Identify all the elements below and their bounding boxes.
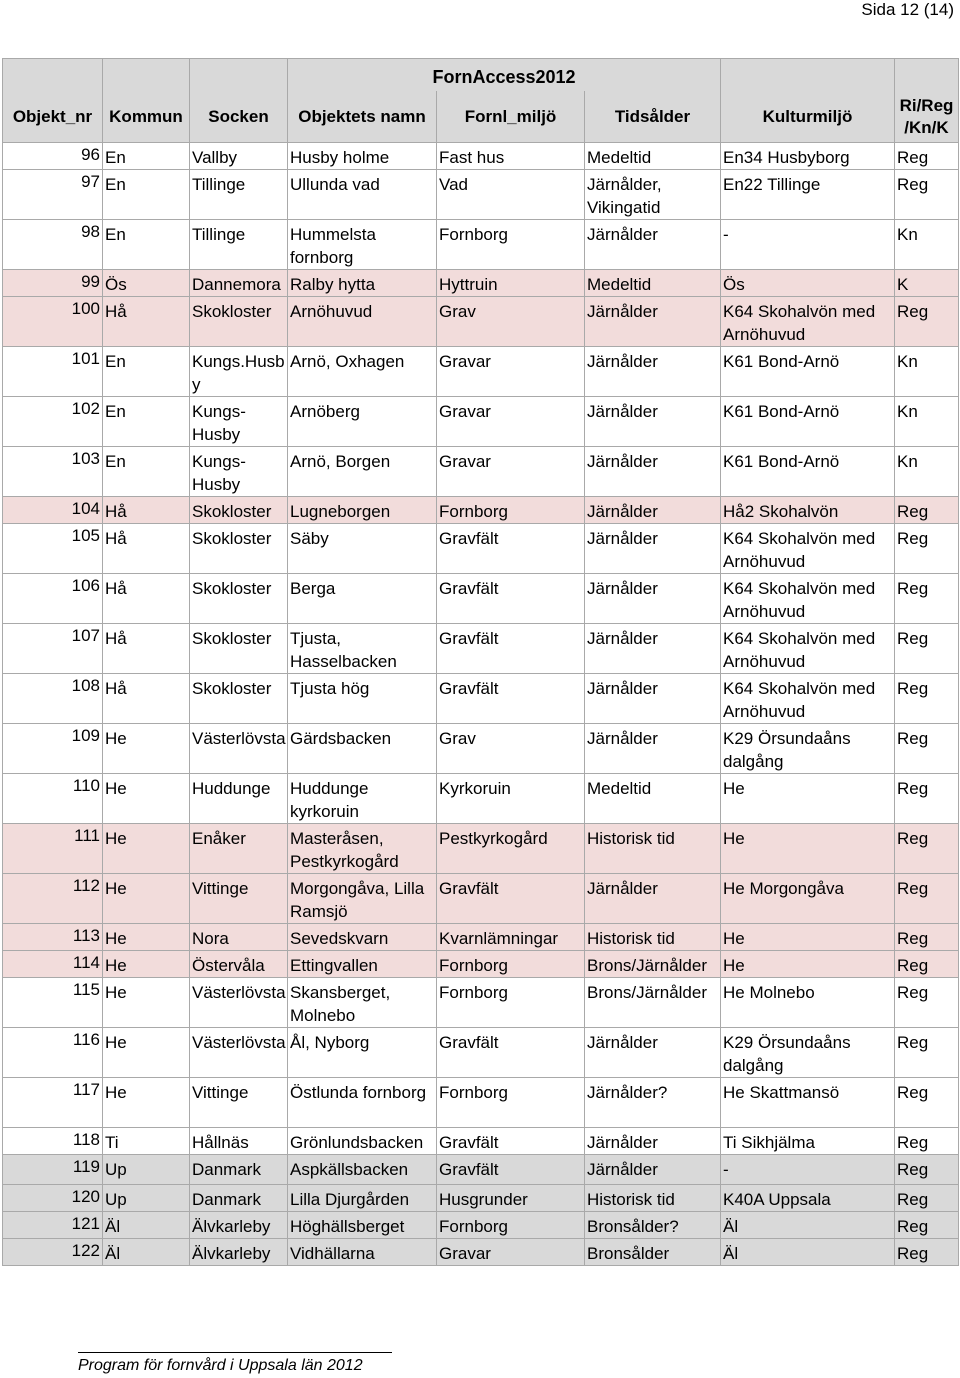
table-row	[3, 1239, 959, 1266]
cell-tid: Järnålder	[585, 1028, 721, 1078]
cell-socken: Vallby	[190, 143, 288, 170]
cell-namn: Vidhällarna	[288, 1239, 437, 1266]
cell-kommun: Hå	[103, 497, 190, 524]
cell-namn: Sevedskvarn	[288, 924, 437, 951]
table-row	[3, 1128, 959, 1155]
cell-socken: Vittinge	[190, 1078, 288, 1128]
cell-miljo: Fornborg	[437, 1212, 585, 1239]
cell-socken: Skokloster	[190, 497, 288, 524]
cell-objekt-nr: 116	[3, 1028, 103, 1078]
cell-kommun: He	[103, 1078, 190, 1128]
cell-tid: Järnålder	[585, 1128, 721, 1155]
cell-tid: Brons/Järnålder	[585, 978, 721, 1028]
cell-tid: Järnålder	[585, 497, 721, 524]
cell-socken: Vittinge	[190, 874, 288, 924]
cell-namn: Morgongåva, Lilla Ramsjö	[288, 874, 437, 924]
table-title: FornAccess2012	[288, 59, 721, 92]
cell-namn: Östlunda fornborg	[288, 1078, 437, 1128]
cell-status: Kn	[895, 397, 959, 447]
cell-kultur: He	[721, 774, 895, 824]
cell-miljo: Gravfält	[437, 674, 585, 724]
cell-kultur: K64 Skohalvön med Arnöhuvud	[721, 574, 895, 624]
cell-namn: Arnö, Borgen	[288, 447, 437, 497]
table-row	[3, 924, 959, 951]
col-objektets-namn: Objektets namn	[288, 91, 437, 143]
cell-socken: Älvkarleby	[190, 1212, 288, 1239]
cell-socken: Skokloster	[190, 574, 288, 624]
table-row	[3, 674, 959, 724]
cell-objekt-nr: 112	[3, 874, 103, 924]
cell-namn: Ål, Nyborg	[288, 1028, 437, 1078]
cell-kultur: Ös	[721, 270, 895, 297]
cell-kommun: En	[103, 220, 190, 270]
cell-tid: Järnålder	[585, 624, 721, 674]
cell-status: K	[895, 270, 959, 297]
cell-namn: Höghällsberget	[288, 1212, 437, 1239]
cell-namn: Säby	[288, 524, 437, 574]
cell-kultur: He	[721, 824, 895, 874]
cell-miljo: Husgrunder	[437, 1185, 585, 1212]
cell-socken: Kungs-Husby	[190, 397, 288, 447]
table-row	[3, 143, 959, 170]
cell-miljo: Kvarnlämningar	[437, 924, 585, 951]
cell-objekt-nr: 119	[3, 1155, 103, 1185]
cell-objekt-nr: 96	[3, 143, 103, 170]
cell-miljo: Fornborg	[437, 978, 585, 1028]
cell-socken: Älvkarleby	[190, 1239, 288, 1266]
cell-kommun: En	[103, 347, 190, 397]
cell-status: Reg	[895, 143, 959, 170]
fornaccess-table	[2, 58, 959, 1266]
cell-kommun: Hå	[103, 624, 190, 674]
cell-namn: Gärdsbacken	[288, 724, 437, 774]
cell-kultur: En34 Husbyborg	[721, 143, 895, 170]
table-row	[3, 824, 959, 874]
cell-namn: Grönlundsbacken	[288, 1128, 437, 1155]
cell-miljo: Fast hus	[437, 143, 585, 170]
table-row	[3, 1212, 959, 1239]
cell-socken: Tillinge	[190, 170, 288, 220]
cell-kommun: He	[103, 774, 190, 824]
cell-miljo: Grav	[437, 724, 585, 774]
header-blank	[103, 59, 190, 92]
cell-socken: Västerlövsta	[190, 1028, 288, 1078]
cell-objekt-nr: 115	[3, 978, 103, 1028]
cell-objekt-nr: 118	[3, 1128, 103, 1155]
cell-objekt-nr: 109	[3, 724, 103, 774]
cell-tid: Historisk tid	[585, 924, 721, 951]
cell-status: Reg	[895, 774, 959, 824]
cell-objekt-nr: 110	[3, 774, 103, 824]
cell-kultur: He Morgongåva	[721, 874, 895, 924]
cell-tid: Järnålder?	[585, 1078, 721, 1128]
cell-miljo: Hyttruin	[437, 270, 585, 297]
cell-kommun: En	[103, 170, 190, 220]
cell-kultur: K64 Skohalvön med Arnöhuvud	[721, 674, 895, 724]
cell-namn: Lilla Djurgården	[288, 1185, 437, 1212]
cell-objekt-nr: 114	[3, 951, 103, 978]
table-row	[3, 951, 959, 978]
cell-namn: Arnöhuvud	[288, 297, 437, 347]
cell-status: Kn	[895, 220, 959, 270]
cell-socken: Nora	[190, 924, 288, 951]
col-fornl-miljo: Fornl_miljö	[437, 91, 585, 143]
cell-namn: Aspkällsbacken	[288, 1155, 437, 1185]
cell-status: Reg	[895, 674, 959, 724]
cell-socken: Skokloster	[190, 297, 288, 347]
cell-kommun: He	[103, 924, 190, 951]
cell-status: Reg	[895, 524, 959, 574]
cell-status: Reg	[895, 1155, 959, 1185]
cell-tid: Medeltid	[585, 143, 721, 170]
cell-status: Reg	[895, 170, 959, 220]
cell-kommun: Hå	[103, 297, 190, 347]
cell-namn: Masteråsen, Pestkyrkogård	[288, 824, 437, 874]
cell-status: Kn	[895, 447, 959, 497]
cell-objekt-nr: 113	[3, 924, 103, 951]
table-row	[3, 297, 959, 347]
cell-kultur: -	[721, 1155, 895, 1185]
cell-kommun: Up	[103, 1155, 190, 1185]
cell-socken: Västerlövsta	[190, 724, 288, 774]
table-row	[3, 724, 959, 774]
cell-kommun: Hå	[103, 674, 190, 724]
cell-socken: Tillinge	[190, 220, 288, 270]
cell-kommun: He	[103, 824, 190, 874]
cell-socken: Västerlövsta	[190, 978, 288, 1028]
cell-kultur: Hå2 Skohalvön	[721, 497, 895, 524]
cell-kommun: Äl	[103, 1239, 190, 1266]
footer-text: Program för fornvård i Uppsala län 2012	[78, 1357, 363, 1374]
cell-kultur: K64 Skohalvön med Arnöhuvud	[721, 524, 895, 574]
cell-objekt-nr: 105	[3, 524, 103, 574]
cell-namn: Hummelsta fornborg	[288, 220, 437, 270]
cell-miljo: Gravfält	[437, 624, 585, 674]
cell-kultur: He	[721, 951, 895, 978]
cell-miljo: Fornborg	[437, 951, 585, 978]
cell-kultur: -	[721, 220, 895, 270]
cell-kommun: He	[103, 874, 190, 924]
table-row	[3, 220, 959, 270]
table-row	[3, 170, 959, 220]
cell-kommun: Hå	[103, 524, 190, 574]
cell-miljo: Gravfält	[437, 524, 585, 574]
cell-kommun: En	[103, 447, 190, 497]
cell-kultur: K29 Örsundaåns dalgång	[721, 724, 895, 774]
cell-status: Reg	[895, 951, 959, 978]
cell-kultur: He Skattmansö	[721, 1078, 895, 1128]
cell-objekt-nr: 117	[3, 1078, 103, 1128]
cell-miljo: Gravfält	[437, 1155, 585, 1185]
cell-miljo: Gravfält	[437, 1128, 585, 1155]
cell-miljo: Grav	[437, 297, 585, 347]
cell-socken: Danmark	[190, 1155, 288, 1185]
cell-kommun: He	[103, 978, 190, 1028]
cell-miljo: Gravfält	[437, 574, 585, 624]
cell-objekt-nr: 97	[3, 170, 103, 220]
cell-kultur: K40A Uppsala	[721, 1185, 895, 1212]
cell-tid: Medeltid	[585, 270, 721, 297]
cell-objekt-nr: 103	[3, 447, 103, 497]
cell-miljo: Gravar	[437, 347, 585, 397]
cell-tid: Järnålder	[585, 297, 721, 347]
cell-miljo: Fornborg	[437, 497, 585, 524]
cell-namn: Arnöberg	[288, 397, 437, 447]
page-number: Sida 12 (14)	[861, 0, 954, 19]
cell-socken: Skokloster	[190, 624, 288, 674]
table-row	[3, 447, 959, 497]
cell-namn: Lugneborgen	[288, 497, 437, 524]
cell-kultur: K29 Örsundaåns dalgång	[721, 1028, 895, 1078]
footer-rule	[78, 1352, 392, 1353]
cell-objekt-nr: 108	[3, 674, 103, 724]
cell-namn: Berga	[288, 574, 437, 624]
cell-status: Reg	[895, 924, 959, 951]
header-blank	[3, 59, 103, 92]
cell-socken: Skokloster	[190, 524, 288, 574]
cell-miljo: Gravar	[437, 447, 585, 497]
cell-namn: Tjusta, Hasselbacken	[288, 624, 437, 674]
cell-miljo: Gravar	[437, 397, 585, 447]
cell-objekt-nr: 120	[3, 1185, 103, 1212]
table-row	[3, 624, 959, 674]
cell-status: Kn	[895, 347, 959, 397]
cell-kultur: K61 Bond-Arnö	[721, 397, 895, 447]
col-kulturmiljo: Kulturmiljö	[721, 91, 895, 143]
cell-socken: Huddunge	[190, 774, 288, 824]
cell-kommun: Up	[103, 1185, 190, 1212]
cell-kultur: En22 Tillinge	[721, 170, 895, 220]
cell-miljo: Gravfält	[437, 874, 585, 924]
cell-status: Reg	[895, 1239, 959, 1266]
cell-namn: Huddunge kyrkoruin	[288, 774, 437, 824]
cell-objekt-nr: 99	[3, 270, 103, 297]
cell-kommun: Ti	[103, 1128, 190, 1155]
cell-socken: Kungs-Husby	[190, 447, 288, 497]
cell-status: Reg	[895, 978, 959, 1028]
cell-kommun: En	[103, 397, 190, 447]
cell-status: Reg	[895, 874, 959, 924]
cell-objekt-nr: 100	[3, 297, 103, 347]
table-row	[3, 574, 959, 624]
cell-namn: Arnö, Oxhagen	[288, 347, 437, 397]
cell-kultur: Äl	[721, 1212, 895, 1239]
cell-objekt-nr: 122	[3, 1239, 103, 1266]
table-row	[3, 397, 959, 447]
cell-miljo: Gravar	[437, 1239, 585, 1266]
table-row	[3, 270, 959, 297]
cell-status: Reg	[895, 1078, 959, 1128]
cell-status: Reg	[895, 497, 959, 524]
cell-kommun: Hå	[103, 574, 190, 624]
cell-kommun: En	[103, 143, 190, 170]
cell-socken: Östervåla	[190, 951, 288, 978]
cell-socken: Skokloster	[190, 674, 288, 724]
col-objekt-nr: Objekt_nr	[3, 91, 103, 143]
cell-tid: Järnålder	[585, 447, 721, 497]
cell-tid: Järnålder	[585, 220, 721, 270]
cell-objekt-nr: 111	[3, 824, 103, 874]
cell-tid: Medeltid	[585, 774, 721, 824]
cell-kultur: K64 Skohalvön med Arnöhuvud	[721, 297, 895, 347]
cell-objekt-nr: 101	[3, 347, 103, 397]
cell-miljo: Fornborg	[437, 1078, 585, 1128]
col-status: Ri/Reg /Kn/K	[895, 91, 959, 143]
cell-miljo: Fornborg	[437, 220, 585, 270]
col-kommun: Kommun	[103, 91, 190, 143]
table-row	[3, 774, 959, 824]
cell-kommun: Äl	[103, 1212, 190, 1239]
cell-status: Reg	[895, 574, 959, 624]
cell-socken: Hållnäs	[190, 1128, 288, 1155]
cell-tid: Järnålder	[585, 397, 721, 447]
table-row	[3, 497, 959, 524]
col-tidsalder: Tidsålder	[585, 91, 721, 143]
cell-tid: Järnålder	[585, 524, 721, 574]
cell-miljo: Pestkyrkogård	[437, 824, 585, 874]
cell-kultur: Äl	[721, 1239, 895, 1266]
cell-kultur: K64 Skohalvön med Arnöhuvud	[721, 624, 895, 674]
cell-kultur: He	[721, 924, 895, 951]
cell-kommun: He	[103, 724, 190, 774]
cell-status: Reg	[895, 1212, 959, 1239]
cell-namn: Husby holme	[288, 143, 437, 170]
cell-socken: Kungs.Husby	[190, 347, 288, 397]
cell-status: Reg	[895, 1128, 959, 1155]
cell-kultur: He Molnebo	[721, 978, 895, 1028]
table-row	[3, 1155, 959, 1185]
header-blank	[190, 59, 288, 92]
cell-miljo: Gravfält	[437, 1028, 585, 1078]
cell-namn: Ettingvallen	[288, 951, 437, 978]
header-blank	[721, 59, 895, 92]
cell-status: Reg	[895, 624, 959, 674]
table-row	[3, 347, 959, 397]
cell-tid: Historisk tid	[585, 824, 721, 874]
cell-tid: Järnålder	[585, 347, 721, 397]
cell-objekt-nr: 98	[3, 220, 103, 270]
cell-objekt-nr: 107	[3, 624, 103, 674]
table-body	[3, 143, 959, 1266]
cell-kommun: He	[103, 1028, 190, 1078]
cell-namn: Ralby hytta	[288, 270, 437, 297]
table-row	[3, 524, 959, 574]
cell-tid: Järnålder	[585, 1155, 721, 1185]
cell-tid: Bronsålder	[585, 1239, 721, 1266]
cell-tid: Brons/Järnålder	[585, 951, 721, 978]
header-blank	[895, 59, 959, 92]
table-row	[3, 978, 959, 1028]
cell-tid: Järnålder	[585, 674, 721, 724]
cell-tid: Järnålder	[585, 574, 721, 624]
table-row	[3, 1028, 959, 1078]
col-socken: Socken	[190, 91, 288, 143]
cell-tid: Historisk tid	[585, 1185, 721, 1212]
cell-kultur: K61 Bond-Arnö	[721, 347, 895, 397]
cell-tid: Järnålder	[585, 724, 721, 774]
cell-status: Reg	[895, 1028, 959, 1078]
cell-kommun: Ös	[103, 270, 190, 297]
cell-miljo: Kyrkoruin	[437, 774, 585, 824]
cell-status: Reg	[895, 297, 959, 347]
cell-namn: Skansberget, Molnebo	[288, 978, 437, 1028]
cell-namn: Ullunda vad	[288, 170, 437, 220]
cell-kultur: Ti Sikhjälma	[721, 1128, 895, 1155]
cell-objekt-nr: 121	[3, 1212, 103, 1239]
cell-kultur: K61 Bond-Arnö	[721, 447, 895, 497]
cell-tid: Järnålder, Vikingatid	[585, 170, 721, 220]
table-row	[3, 1078, 959, 1128]
cell-objekt-nr: 104	[3, 497, 103, 524]
cell-tid: Bronsålder?	[585, 1212, 721, 1239]
cell-tid: Järnålder	[585, 874, 721, 924]
cell-status: Reg	[895, 724, 959, 774]
cell-objekt-nr: 102	[3, 397, 103, 447]
cell-socken: Danmark	[190, 1185, 288, 1212]
cell-socken: Dannemora	[190, 270, 288, 297]
cell-status: Reg	[895, 824, 959, 874]
cell-socken: Enåker	[190, 824, 288, 874]
cell-miljo: Vad	[437, 170, 585, 220]
table-row	[3, 874, 959, 924]
table-row	[3, 1185, 959, 1212]
cell-namn: Tjusta hög	[288, 674, 437, 724]
cell-status: Reg	[895, 1185, 959, 1212]
cell-objekt-nr: 106	[3, 574, 103, 624]
cell-kommun: He	[103, 951, 190, 978]
